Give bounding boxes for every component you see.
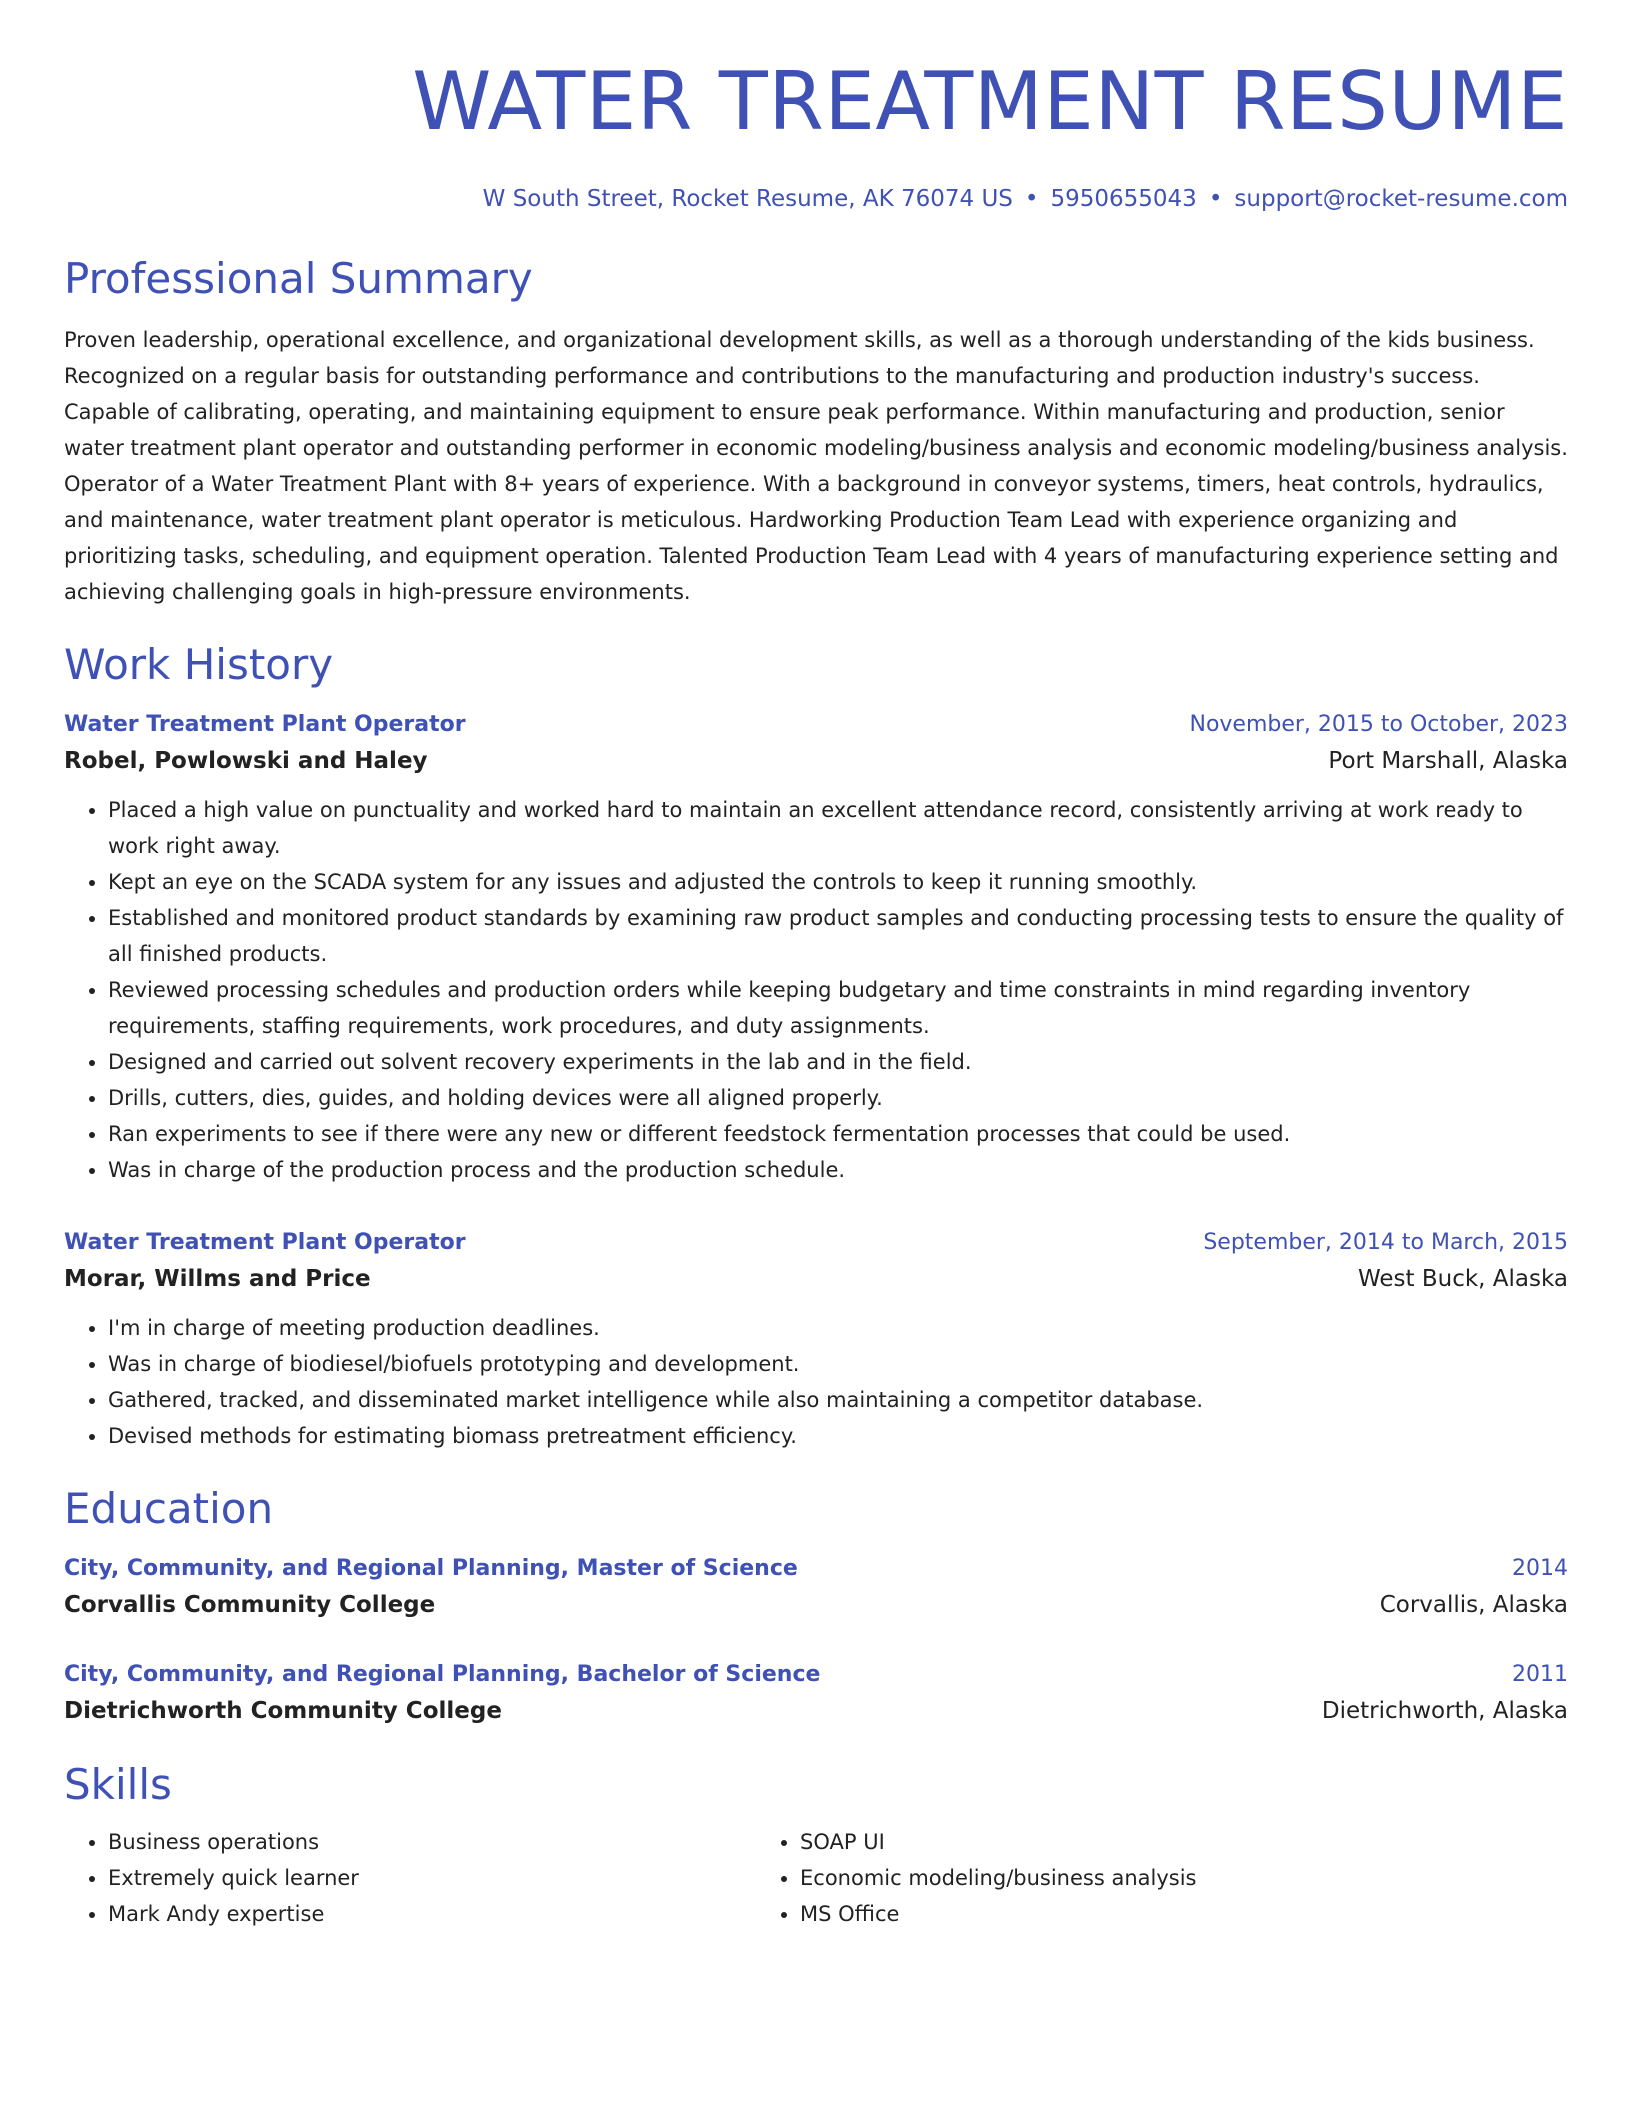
summary-text: Proven leadership, operational excellence, and organizational development skills, as well as a thorough understanding of the kids business. Recognized on a regular basis for outstanding performance and contributions to the manufacturing and production industry's success. Capable of calibrating, operating, and maintaining equipment to ensure peak performance. Within manufacturing and production, senior water treatment plant operator and outstanding performer in economic modeling/business analysis and economic modeling/business analysis. Operator of a Water Treatment Plant with 8+ years of experience. With a background in conveyor systems, timers, heat controls, hydraulics, and maintenance, water treatment plant operator is meticulous. Hardworking Production Team Lead with experience organizing and prioritizing tasks, scheduling, and equipment operation. Talented Production Team Lead with 4 years of manufacturing experience setting and achieving challenging goals in high-pressure environments. (64, 328, 1568, 604)
education-degree: City, Community, and Regional Planning, Bachelor of Science (64, 1662, 821, 1687)
job-bullet: • Established and monitored product standards by examining raw product samples and conducting processing tests to ensure the quality of all finished products. (108, 900, 1568, 972)
skills-heading: Skills (64, 1760, 172, 1809)
contact-separator: • (1024, 186, 1039, 212)
education-year: 2011 (1512, 1662, 1568, 1687)
job-dates: September, 2014 to March, 2015 (1203, 1230, 1568, 1255)
contact-address: W South Street, Rocket Resume, AK 76074 US (482, 186, 1013, 212)
job-company-row (64, 1260, 1568, 1298)
job-bullet: • Was in charge of the production process and the production schedule. (108, 1152, 1568, 1188)
education-header-row (64, 1658, 1568, 1692)
education-entry (64, 1658, 1568, 1730)
job-role: Water Treatment Plant Operator (64, 712, 466, 737)
job-header-row (64, 708, 1568, 742)
skill-item: • Mark Andy expertise (108, 1896, 756, 1932)
resume-header (64, 0, 1568, 214)
contact-line (64, 184, 1568, 214)
job-company: Robel, Powlowski and Haley (64, 748, 428, 774)
job-dates: November, 2015 to October, 2023 (1189, 712, 1568, 737)
job-bullet: • Devised methods for estimating biomass pretreatment efficiency. (108, 1418, 1568, 1454)
education-location: Dietrichworth, Alaska (1321, 1698, 1568, 1724)
education-year: 2014 (1512, 1556, 1568, 1581)
job-header-row (64, 1226, 1568, 1260)
job-company: Morar, Willms and Price (64, 1266, 371, 1292)
job-bullet: • Ran experiments to see if there were any new or different feedstock fermentation processes that could be used. (108, 1116, 1568, 1152)
skill-item: • Economic modeling/business analysis (800, 1860, 1448, 1896)
education-school: Dietrichworth Community College (64, 1698, 502, 1724)
contact-separator: • (1208, 186, 1223, 212)
work-history-heading: Work History (64, 640, 334, 689)
skill-item: • SOAP UI (800, 1824, 1448, 1860)
job-company-row (64, 742, 1568, 780)
job-bullet: • Designed and carried out solvent recovery experiments in the lab and in the field. (108, 1044, 1568, 1080)
skills-column-left (64, 1824, 756, 1932)
education-school-row (64, 1692, 1568, 1730)
education-degree: City, Community, and Regional Planning, Master of Science (64, 1556, 798, 1581)
skills-column-right (756, 1824, 1448, 1932)
job-bullet: • Drills, cutters, dies, guides, and holding devices were all aligned properly. (108, 1080, 1568, 1116)
education-school-row (64, 1586, 1568, 1624)
job-role: Water Treatment Plant Operator (64, 1230, 466, 1255)
skill-item: • Extremely quick learner (108, 1860, 756, 1896)
skill-item: • MS Office (800, 1896, 1448, 1932)
job-bullet: • Was in charge of biodiesel/biofuels prototyping and development. (108, 1346, 1568, 1382)
job-entry (64, 1226, 1568, 1454)
education-location: Corvallis, Alaska (1379, 1592, 1568, 1618)
education-heading: Education (64, 1484, 274, 1533)
resume-name: WATER TREATMENT RESUME (412, 55, 1568, 148)
job-location: Port Marshall, Alaska (1328, 748, 1568, 774)
job-location: West Buck, Alaska (1357, 1266, 1568, 1292)
job-bullets (64, 1310, 1568, 1454)
summary-heading: Professional Summary (64, 254, 533, 303)
contact-email: support@rocket-resume.com (1234, 186, 1568, 212)
job-bullet: • I'm in charge of meeting production deadlines. (108, 1310, 1568, 1346)
job-entry (64, 708, 1568, 1188)
skills-list (64, 1824, 1568, 1932)
education-entry (64, 1552, 1568, 1624)
job-bullet: • Reviewed processing schedules and production orders while keeping budgetary and time constraints in mind regarding inventory requirements, staffing requirements, work procedures, and duty assignments. (108, 972, 1568, 1044)
job-bullet: • Kept an eye on the SCADA system for any issues and adjusted the controls to keep it running smoothly. (108, 864, 1568, 900)
education-school: Corvallis Community College (64, 1592, 436, 1618)
job-bullet: • Placed a high value on punctuality and worked hard to maintain an excellent attendance record, consistently arriving at work ready to work right away. (108, 792, 1568, 864)
education-header-row (64, 1552, 1568, 1586)
contact-phone: 5950655043 (1050, 186, 1197, 212)
skill-item: • Business operations (108, 1824, 756, 1860)
job-bullet: • Gathered, tracked, and disseminated market intelligence while also maintaining a competitor database. (108, 1382, 1568, 1418)
job-bullets (64, 792, 1568, 1188)
